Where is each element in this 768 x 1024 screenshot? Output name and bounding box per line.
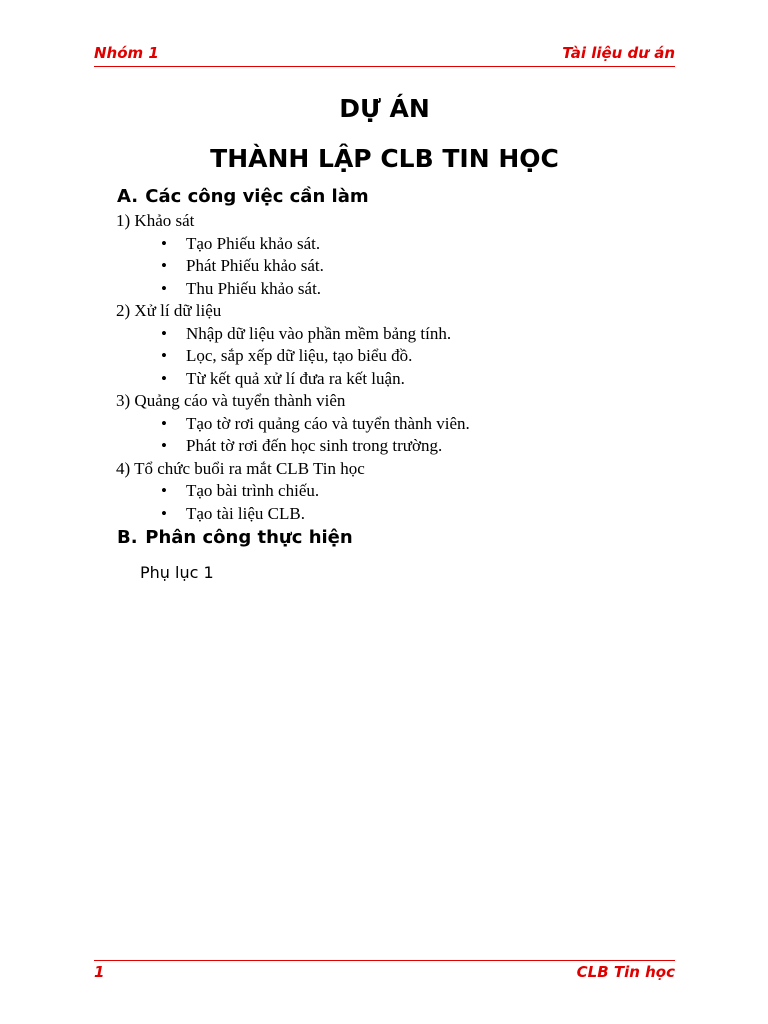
bullet-item [116, 345, 656, 368]
bullet-icon: • [161, 503, 167, 523]
bullet-item [116, 255, 656, 278]
bullet-item [116, 480, 656, 503]
bullet-text: Tạo Phiếu khảo sát. [186, 233, 321, 253]
bullet-text: Tạo tờ rơi quảng cáo và tuyển thành viên. [186, 413, 470, 433]
bullet-icon: • [161, 368, 167, 388]
bullet-text: Thu Phiếu khảo sát. [186, 278, 322, 298]
bullet-text: Phát Phiếu khảo sát. [186, 256, 324, 275]
bullet-item [116, 233, 656, 256]
bullet-icon: • [161, 436, 167, 455]
bullet-item [116, 435, 656, 458]
bullet-icon: • [161, 413, 167, 433]
bullet-item [116, 368, 656, 391]
bullet-icon: • [161, 256, 167, 275]
section-b-text: Phân công thực hiện [145, 527, 353, 548]
page-header [94, 44, 675, 67]
bullet-item [116, 413, 656, 436]
bullet-text: Lọc, sắp xếp dữ liệu, tạo biểu đồ. [186, 346, 413, 365]
step-item: 2) Xử lí dữ liệu [116, 301, 222, 320]
document-title-line1: DỰ ÁN [339, 94, 430, 123]
document-title-line2: THÀNH LẬP CLB TIN HỌC [210, 144, 559, 173]
step-item: 3) Quảng cáo và tuyển thành viên [116, 391, 346, 410]
appendix-reference: Phụ lục 1 [140, 563, 214, 582]
footer-club-name: CLB Tin học [576, 963, 675, 981]
bullet-icon: • [161, 233, 167, 253]
page-footer [94, 960, 675, 985]
header-group-name: Nhóm 1 [94, 44, 159, 62]
header-doc-type: Tài liệu dư án [562, 44, 675, 62]
step-item: 4) Tổ chức buổi ra mắt CLB Tin học [116, 458, 365, 478]
section-b-letter: B. [117, 527, 138, 548]
bullet-item [116, 503, 656, 526]
bullet-icon: • [161, 323, 167, 343]
step-item: 1) Khảo sát [116, 211, 195, 230]
bullet-item [116, 278, 656, 301]
section-b-heading [117, 527, 353, 549]
task-list [116, 210, 656, 525]
bullet-text: Tạo bài trình chiếu. [186, 481, 320, 500]
section-a-heading [117, 186, 369, 208]
bullet-icon: • [161, 481, 167, 500]
bullet-text: Từ kết quả xử lí đưa ra kết luận. [186, 368, 405, 388]
section-a-letter: A. [117, 186, 139, 207]
bullet-text: Tạo tài liệu CLB. [186, 503, 305, 523]
bullet-item [116, 323, 656, 346]
bullet-icon: • [161, 278, 167, 298]
bullet-text: Phát tờ rơi đến học sinh trong trường. [186, 436, 443, 455]
section-a-text: Các công việc cần làm [145, 186, 369, 207]
bullet-text: Nhập dữ liệu vào phần mềm bảng tính. [186, 323, 452, 343]
page-number: 1 [94, 963, 105, 981]
bullet-icon: • [161, 346, 167, 365]
